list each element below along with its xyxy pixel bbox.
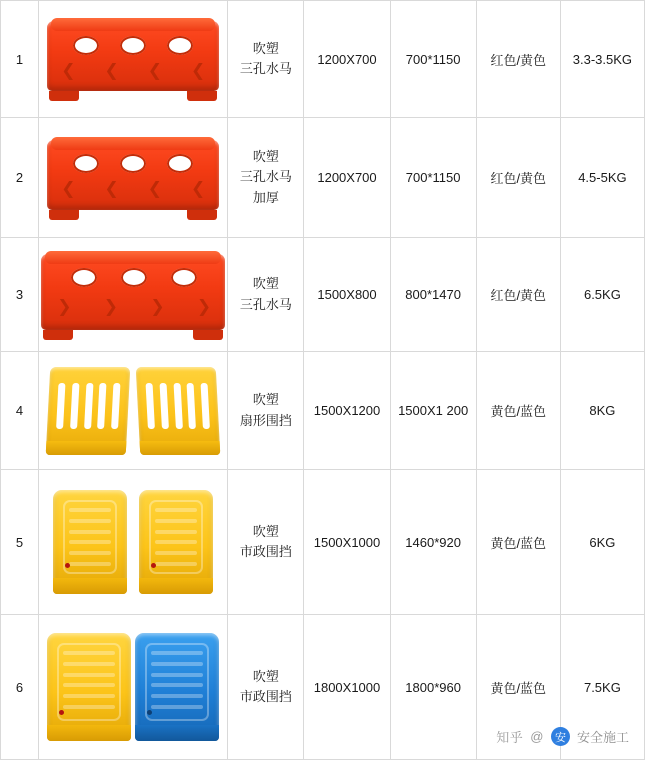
product-name-line: 吹塑 (252, 392, 279, 408)
product-name-line: 加厚 (252, 189, 279, 205)
product-name (228, 118, 304, 238)
product-name-line: 扇形围挡 (239, 412, 292, 428)
product-name (228, 238, 304, 352)
product-weight: 3.3-3.5KG (560, 1, 644, 118)
product-weight: 4.5-5KG (560, 118, 644, 238)
product-name-line: 吹塑 (252, 276, 279, 292)
table-row (1, 470, 645, 615)
product-image-cell (39, 352, 228, 470)
product-image-cell (39, 615, 228, 760)
product-color: 红色/黄色 (476, 118, 560, 238)
product-color: 黄色/蓝色 (476, 615, 560, 760)
product-name-line: 三孔水马 (239, 296, 292, 312)
row-index: 1 (1, 1, 39, 118)
red-three-hole-barrier-thick-icon: ❮ ❮ ❮ ❮ (39, 130, 227, 226)
yellow-fan-fence-pair-icon (39, 361, 227, 461)
product-name-line: 三孔水马 (239, 169, 292, 185)
product-color: 红色/黄色 (476, 238, 560, 352)
product-name-line: 三孔水马 (239, 61, 292, 76)
product-color: 红色/黄色 (476, 1, 560, 118)
watermark (496, 727, 629, 746)
row-index: 4 (1, 352, 39, 470)
red-three-hole-barrier-icon: ❮ ❮ ❮ ❮ (39, 11, 227, 107)
product-size: 1500X1200 (304, 352, 390, 470)
table-row (1, 352, 645, 470)
product-color: 黄色/蓝色 (476, 470, 560, 615)
product-name (228, 615, 304, 760)
product-size: 1200X700 (304, 1, 390, 118)
product-name-line: 市政围挡 (239, 544, 292, 559)
product-name-line: 吹塑 (252, 40, 279, 56)
product-spec: 1800*960 (390, 615, 476, 760)
row-index: 3 (1, 238, 39, 352)
product-spec: 1460*920 (390, 470, 476, 615)
product-name (228, 470, 304, 615)
product-size: 1500X800 (304, 238, 390, 352)
product-size: 1200X700 (304, 118, 390, 238)
table-row (1, 118, 645, 238)
product-size: 1500X1000 (304, 470, 390, 615)
product-image-cell (39, 470, 228, 615)
table-row (1, 238, 645, 352)
product-image-cell (39, 118, 228, 238)
avatar: 安 (551, 727, 570, 746)
product-name-line: 吹塑 (252, 149, 279, 165)
watermark-username: 安全施工 (576, 730, 629, 745)
product-weight: 6KG (560, 470, 644, 615)
product-name-line: 吹塑 (252, 668, 279, 684)
table-row (1, 1, 645, 118)
red-three-hole-barrier-large-icon: ❯ ❯ ❯ ❯ (39, 244, 227, 346)
product-spec: 1500X1 200 (390, 352, 476, 470)
product-name (228, 1, 304, 118)
product-name-line: 吹塑 (252, 523, 279, 539)
row-index: 5 (1, 470, 39, 615)
product-spec: 800*1470 (390, 238, 476, 352)
yellow-municipal-fence-pair-icon (39, 484, 227, 600)
product-name (228, 352, 304, 470)
watermark-at: @ (530, 729, 544, 744)
watermark-site: 知乎 (496, 730, 524, 745)
product-spec: 700*1150 (390, 1, 476, 118)
product-size: 1800X1000 (304, 615, 390, 760)
row-index: 2 (1, 118, 39, 238)
yellow-blue-municipal-fence-pair-icon (39, 627, 227, 747)
product-name-line: 市政围挡 (239, 689, 292, 704)
row-index: 6 (1, 615, 39, 760)
product-weight: 7.5KG (560, 615, 644, 760)
product-image-cell (39, 238, 228, 352)
product-spec: 700*1150 (390, 118, 476, 238)
product-weight: 6.5KG (560, 238, 644, 352)
product-image-cell (39, 1, 228, 118)
product-color: 黄色/蓝色 (476, 352, 560, 470)
product-weight: 8KG (560, 352, 644, 470)
